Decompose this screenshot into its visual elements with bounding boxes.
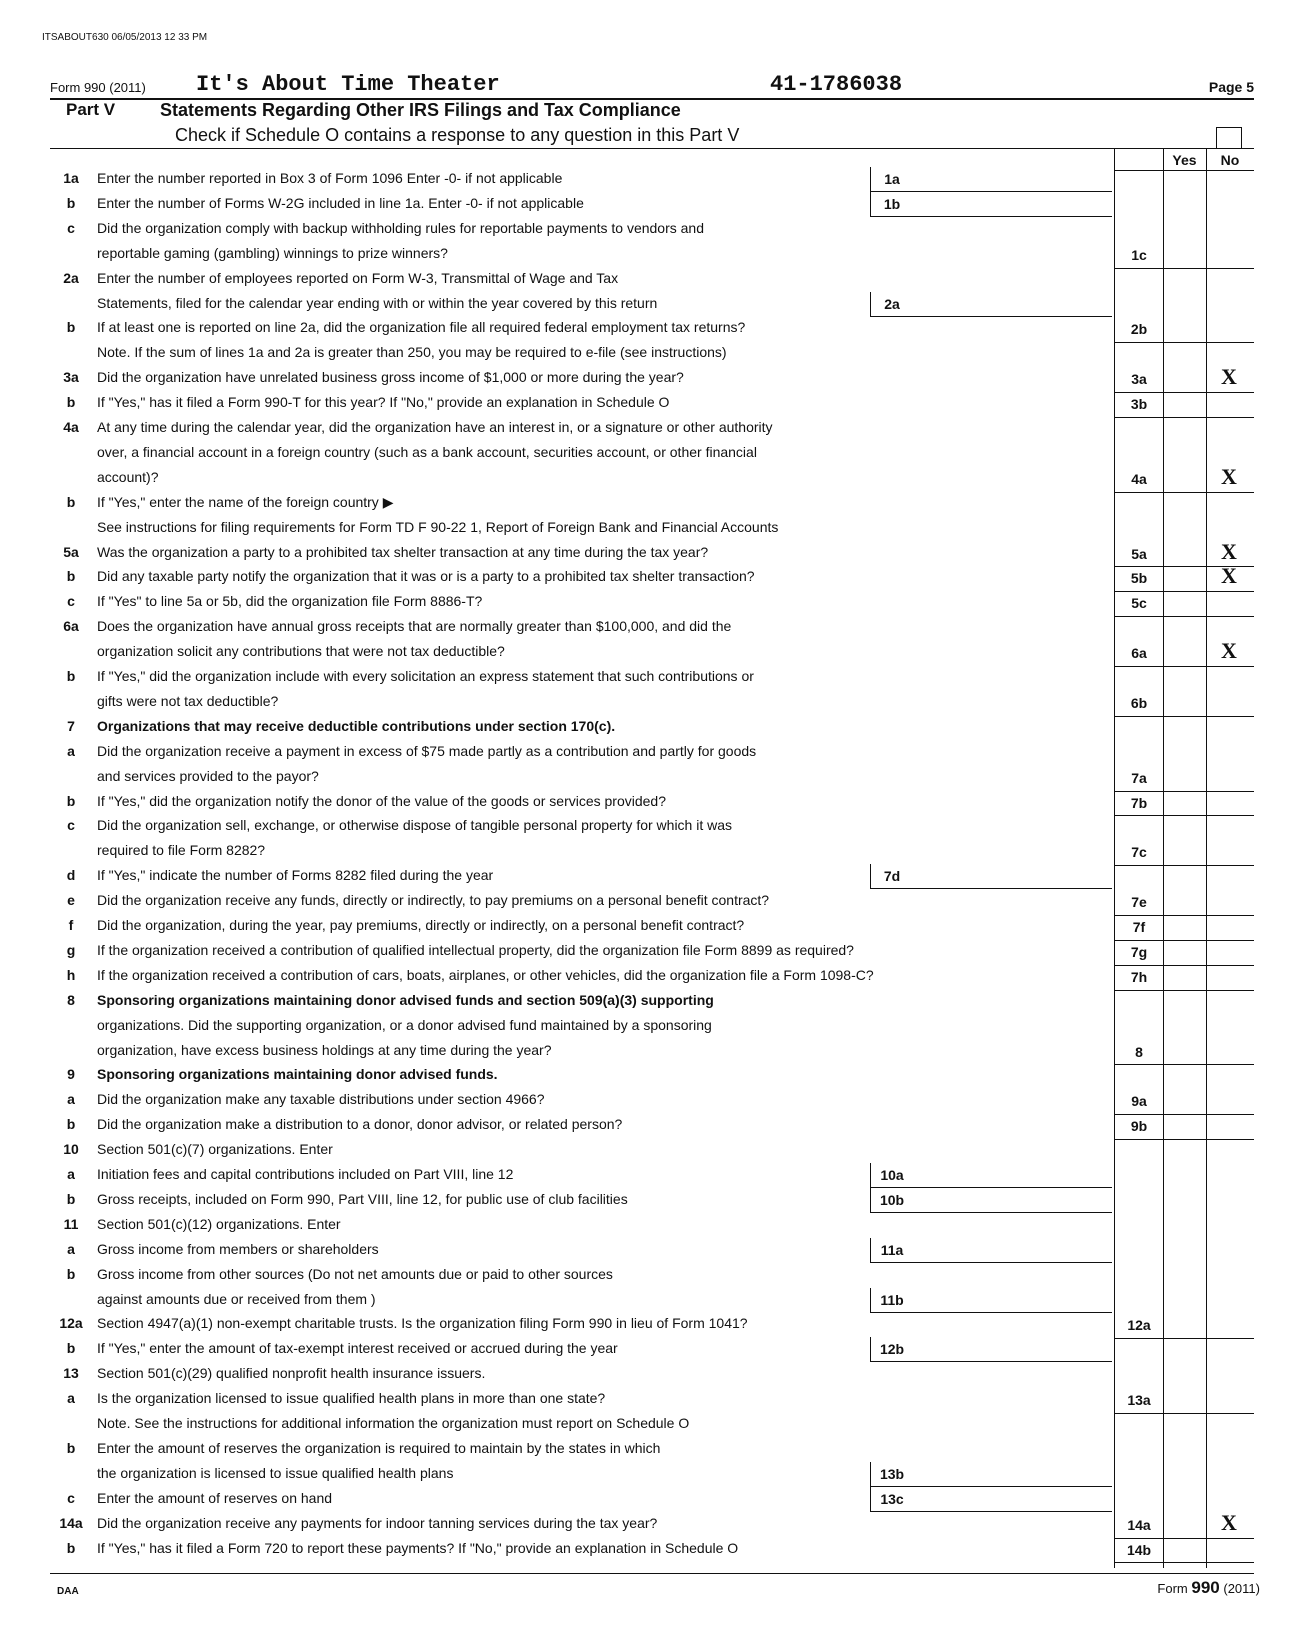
row-number: c [67, 219, 75, 236]
entry-field[interactable] [912, 1262, 1112, 1263]
line-code: 7f [1132, 919, 1146, 935]
line-code: 7e [1131, 894, 1147, 911]
page-number: Page 5 [1208, 79, 1254, 95]
line-code: 6b [1130, 694, 1148, 711]
row-text: Did the organization, during the year, pay premiums, directly or indirectly, on a personal benefit contract? [97, 917, 745, 933]
row-number: a [67, 1166, 75, 1182]
entry-box-label: 1a [870, 167, 913, 192]
row-number: b [66, 1116, 76, 1133]
yes-column-line [1163, 148, 1164, 1568]
row-text: At any time during the calendar year, did the organization have an interest in, or a signature or other authority [97, 419, 773, 435]
answer-row-line [1114, 417, 1254, 418]
row-number: a [67, 1240, 75, 1257]
yes-column-header: Yes [1172, 152, 1197, 168]
line-code: 3b [1130, 396, 1148, 413]
row-text: Did any taxable party notify the organization that it was or is a party to a prohibited tax shelter transaction? [97, 568, 755, 585]
answer-row-line [1114, 915, 1254, 916]
row-text: If at least one is reported on line 2a, did the organization file all required federal employment tax returns? [97, 319, 746, 336]
row-text: reportable gaming (gambling) winnings to prize winners? [97, 244, 448, 261]
row-number: b [66, 568, 76, 585]
row-number: c [67, 1489, 75, 1506]
line-code: 6a [1131, 645, 1147, 662]
row-text: Did the organization receive any funds, directly or indirectly, to pay premiums on a personal benefit contract? [97, 892, 770, 909]
row-text: If "Yes," enter the amount of tax-exempt interest received or accrued during the year [97, 1340, 618, 1357]
schedule-o-check-text: Check if Schedule O contains a response to any question in this Part V [175, 125, 740, 145]
row-number: 11 [63, 1215, 79, 1232]
no-answer-mark[interactable]: X [1221, 538, 1237, 564]
row-number: g [66, 941, 76, 958]
no-column-line [1206, 148, 1207, 1568]
row-text: Did the organization comply with backup withholding rules for reportable payments to vendors and [97, 219, 705, 236]
entry-field[interactable] [912, 1312, 1112, 1313]
row-number: b [66, 668, 76, 684]
line-code: 1c [1131, 246, 1147, 263]
row-number: b [66, 1439, 76, 1456]
entry-box-label: 13c [870, 1487, 913, 1512]
answer-row-line [1114, 1338, 1254, 1339]
form-header [50, 72, 1254, 100]
row-text: Initiation fees and capital contributions included on Part VIII, line 12 [97, 1166, 514, 1182]
row-text: If the organization received a contribution of cars, boats, airplanes, or other vehicles, did the organization file a Form 1098-C? [97, 966, 874, 983]
entry-field[interactable] [912, 191, 1112, 192]
line-code: 5c [1131, 595, 1147, 612]
row-text: Did the organization have unrelated business gross income of $1,000 or more during the year? [97, 369, 684, 386]
row-text: Gross receipts, included on Form 990, Part VIII, line 12, for public use of club facilities [97, 1190, 628, 1207]
row-number: b [66, 493, 76, 510]
ein: 41-1786038 [770, 72, 903, 97]
line-code: 8 [1135, 1043, 1143, 1060]
row-text: Section 501(c)(12) organizations. Enter [97, 1215, 341, 1232]
row-number: d [66, 867, 76, 884]
row-text: organization solicit any contributions that were not tax deductible? [97, 643, 505, 660]
row-text: If "Yes," indicate the number of Forms 8282 filed during the year [97, 867, 494, 884]
entry-box-label: 1b [870, 192, 913, 217]
row-text: Section 4947(a)(1) non-exempt charitable trusts. Is the organization filing Form 990 in lieu of Form 1041? [97, 1315, 748, 1332]
row-number: h [66, 966, 76, 983]
schedule-o-checkbox[interactable] [1216, 127, 1242, 148]
row-number: 12a [59, 1315, 83, 1332]
answer-row-line [1114, 990, 1254, 991]
row-text: If "Yes" to line 5a or 5b, did the organization file Form 8886-T? [97, 593, 483, 610]
entry-field[interactable] [912, 1212, 1112, 1213]
row-text: Enter the amount of reserves on hand [97, 1489, 333, 1506]
entry-field[interactable] [912, 216, 1112, 217]
row-number: a [67, 1091, 75, 1108]
row-text: Enter the number of Forms W-2G included in line 1a. Enter -0- if not applicable [97, 194, 584, 211]
part-label: Part V [66, 100, 116, 119]
answer-row-line [1114, 1139, 1254, 1140]
row-text: Enter the number reported in Box 3 of Form 1096 Enter -0- if not applicable [97, 170, 563, 186]
entry-box-label: 10b [870, 1188, 913, 1213]
row-number: e [67, 892, 75, 909]
answer-row-line [1114, 1538, 1254, 1539]
answer-row-line [1114, 666, 1254, 667]
row-text: Statements, filed for the calendar year ending with or within the year covered by this return [97, 294, 658, 311]
row-text: Enter the number of employees reported on Form W-3, Transmittal of Wage and Tax [97, 269, 619, 286]
row-number: 5a [63, 543, 79, 560]
entry-field[interactable] [912, 1361, 1112, 1362]
row-number: 6a [63, 618, 79, 635]
row-number: 8 [67, 991, 75, 1008]
entry-box-label: 13b [870, 1462, 913, 1487]
row-text: account)? [97, 468, 159, 485]
row-text: Note. See the instructions for additional information the organization must report on Schedule O [97, 1415, 690, 1431]
row-text: Gross income from other sources (Do not net amounts due or paid to other sources [97, 1265, 613, 1282]
row-text: organization, have excess business holdings at any time during the year? [97, 1041, 552, 1058]
line-code: 7g [1130, 943, 1148, 960]
row-number: 14a [59, 1514, 83, 1531]
form-label: Form 990 (2011) [50, 80, 146, 95]
entry-box-label: 2a [870, 292, 913, 317]
footer-form-year: (2011) [1223, 1581, 1260, 1596]
entry-field[interactable] [912, 1511, 1112, 1512]
answer-row-line [1114, 392, 1254, 393]
footer-line [50, 1573, 1254, 1574]
row-number: f [68, 917, 74, 933]
row-text: Was the organization a party to a prohibited tax shelter transaction at any time during the tax year? [97, 543, 709, 560]
row-text: Is the organization licensed to issue qualified health plans in more than one state? [97, 1390, 606, 1407]
row-text: Enter the amount of reserves the organization is required to maintain by the states in which [97, 1439, 661, 1456]
line-code: 3a [1131, 371, 1147, 388]
entry-box-label: 10a [870, 1163, 913, 1188]
row-text: Organizations that may receive deductible contributions under section 170(c). [97, 717, 616, 734]
row-text: Did the organization make any taxable distributions under section 4966? [97, 1091, 545, 1108]
row-number: b [66, 1265, 76, 1282]
row-number: 1a [63, 170, 79, 186]
no-answer-mark[interactable]: X [1221, 638, 1237, 664]
row-text: Does the organization have annual gross receipts that are normally greater than $100,000, and did the [97, 618, 732, 635]
row-text: Did the organization receive a payment in excess of $75 made partly as a contribution and partly for goods [97, 742, 757, 759]
row-text: If "Yes," has it filed a Form 720 to report these payments? If "No," provide an explanation in Schedule O [97, 1539, 739, 1556]
line-code: 5b [1130, 570, 1148, 587]
row-number: b [66, 394, 76, 411]
answer-row-line [1114, 716, 1254, 717]
row-text: Did the organization make a distribution to a donor, donor advisor, or related person? [97, 1116, 623, 1133]
row-text: gifts were not tax deductible? [97, 692, 279, 709]
row-text: required to file Form 8282? [97, 842, 266, 859]
answer-row-line [1114, 1413, 1254, 1414]
no-answer-mark[interactable]: X [1221, 463, 1237, 489]
schedule-o-check-row [50, 124, 1254, 149]
row-number: b [66, 194, 76, 211]
row-text: Sponsoring organizations maintaining donor advised funds and section 509(a)(3) supporting [97, 991, 714, 1008]
row-text: and services provided to the payor? [97, 767, 319, 784]
row-text: the organization is licensed to issue qualified health plans [97, 1464, 454, 1481]
row-number: 4a [63, 419, 79, 435]
row-number: 10 [63, 1141, 79, 1158]
row-text: Note. If the sum of lines 1a and 2a is greater than 250, you may be required to e-file (see instructions) [97, 344, 727, 361]
entry-field[interactable] [912, 1486, 1112, 1487]
row-text: organizations. Did the supporting organization, or a donor advised fund maintained by a sponsoring [97, 1016, 712, 1033]
no-column-header: No [1220, 152, 1240, 168]
row-number: b [66, 792, 76, 809]
row-text: Section 501(c)(7) organizations. Enter [97, 1141, 333, 1158]
row-text: Section 501(c)(29) qualified nonprofit health insurance issuers. [97, 1365, 486, 1382]
answer-row-line [1114, 342, 1254, 343]
no-answer-mark[interactable]: X [1221, 364, 1237, 390]
part-title: Statements Regarding Other IRS Filings and Tax Compliance [160, 100, 681, 120]
row-number: b [66, 1340, 76, 1357]
footer-form-number: 990 [1191, 1578, 1220, 1597]
row-number: c [67, 817, 75, 834]
no-answer-mark[interactable]: X [1221, 563, 1237, 589]
row-number: 7 [67, 717, 75, 734]
answer-row-line [1114, 791, 1254, 792]
row-number: 13 [63, 1365, 79, 1382]
answer-row-line [1114, 965, 1254, 966]
row-number: a [67, 1390, 75, 1407]
row-number: b [66, 1190, 76, 1207]
answer-row-line [1114, 1562, 1254, 1563]
row-text: If the organization received a contribution of qualified intellectual property, did the organization file Form 8899 as required? [97, 941, 854, 958]
row-number: a [67, 742, 75, 759]
row-text: over, a financial account in a foreign country (such as a bank account, securities account, or other financial [97, 443, 757, 460]
part-header [50, 100, 1254, 124]
entry-box-label: 11b [870, 1288, 913, 1313]
answer-row-line [1114, 268, 1254, 269]
row-number: b [66, 1539, 76, 1556]
answer-row-line [1114, 815, 1254, 816]
row-text: Sponsoring organizations maintaining donor advised funds. [97, 1066, 498, 1083]
entry-box-label: 11a [870, 1238, 913, 1263]
entry-field[interactable] [912, 1187, 1112, 1188]
line-code: 9b [1130, 1118, 1148, 1135]
row-text: See instructions for filing requirements for Form TD F 90-22 1, Report of Foreign Bank and Financial Accounts [97, 518, 779, 535]
answer-row-line [1114, 865, 1254, 866]
footer-form-prefix: Form [1157, 1581, 1188, 1596]
line-code: 7a [1131, 769, 1147, 786]
answer-row-line [1114, 591, 1254, 592]
row-text: If "Yes," has it filed a Form 990-T for this year? If "No," provide an explanation in Schedule O [97, 394, 670, 411]
no-answer-mark[interactable]: X [1221, 1509, 1237, 1535]
answer-row-line [1114, 1114, 1254, 1115]
line-code: 7h [1130, 968, 1148, 985]
row-number: 2a [63, 269, 79, 286]
line-code: 4a [1131, 470, 1147, 487]
entry-field[interactable] [912, 316, 1112, 317]
line-code: 9a [1131, 1093, 1147, 1110]
answer-row-line [1114, 1064, 1254, 1065]
row-text: Did the organization receive any payments for indoor tanning services during the tax year? [97, 1514, 658, 1531]
entry-field[interactable] [912, 888, 1112, 889]
organization-name: It's About Time Theater [196, 72, 500, 97]
row-number: 9 [67, 1066, 75, 1083]
row-text: Did the organization sell, exchange, or otherwise dispose of tangible personal property for which it was [97, 817, 733, 834]
row-text: If "Yes," did the organization include with every solicitation an express statement that such contributions or [97, 668, 754, 684]
line-code: 7b [1130, 794, 1148, 811]
line-code: 14a [1127, 1516, 1151, 1533]
row-number: c [67, 593, 75, 610]
row-text: If "Yes," did the organization notify the donor of the value of the goods or services provided? [97, 792, 667, 809]
timestamp-stamp: ITSABOUT630 06/05/2013 12 33 PM [42, 32, 208, 43]
entry-box-label: 12b [870, 1337, 913, 1362]
row-number: b [66, 319, 76, 336]
form-footer [1157, 1578, 1260, 1598]
answer-row-line [1114, 492, 1254, 493]
answer-row-line [1114, 616, 1254, 617]
line-code: 12a [1127, 1317, 1151, 1334]
row-text: against amounts due or received from them ) [97, 1290, 376, 1307]
answer-row-line [1114, 940, 1254, 941]
line-code: 7c [1131, 844, 1147, 861]
line-code: 13a [1127, 1392, 1151, 1409]
line-code: 2b [1130, 321, 1148, 338]
daa-label: DAA [57, 1586, 79, 1597]
row-number: 3a [63, 369, 79, 386]
column-header-line [1114, 170, 1254, 171]
row-text: If "Yes," enter the name of the foreign country ▶ [97, 493, 394, 510]
row-text: Gross income from members or shareholders [97, 1240, 379, 1257]
line-code: 14b [1126, 1541, 1152, 1558]
entry-box-label: 7d [870, 864, 913, 889]
line-code: 5a [1131, 545, 1147, 562]
